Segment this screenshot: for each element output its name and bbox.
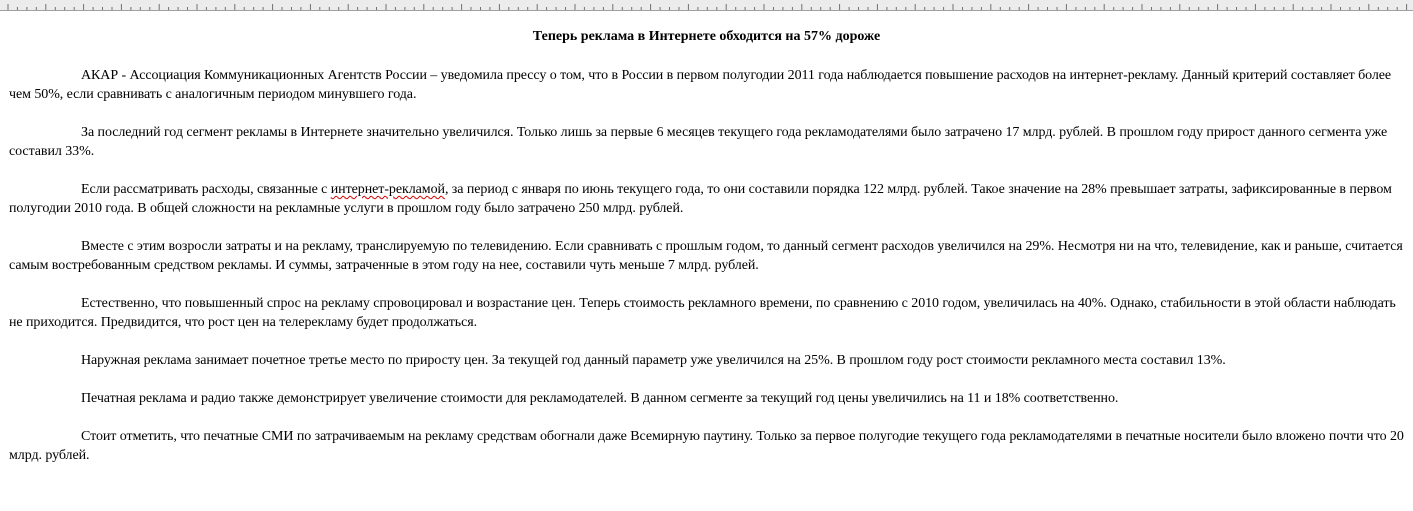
paragraph-6: [9, 351, 1407, 370]
paragraph-8: [9, 427, 1407, 465]
paragraph-1: [9, 66, 1407, 104]
paragraph-text: Естественно, что повышенный спрос на рекламу спровоцировал и возрастание цен. Теперь стоимость рекламного времени, по сравнению с 2010 годом, увеличилась на 40%. Однако, стабильности в этой области наблюдать не приходится. Предвидится, что рост цен на телерекламу будет продолжаться.: [9, 296, 1396, 330]
paragraph-text: За последний год сегмент рекламы в Интернете значительно увеличился. Только лишь за первые 6 месяцев текущего года рекламодателями было затрачено 17 млрд. рублей. В прошлом году прирост данного сегмента уже составил 33%.: [9, 125, 1388, 159]
paragraph-3: [9, 180, 1407, 218]
spellcheck-flagged-word[interactable]: интернет-рекламой: [330, 182, 445, 197]
document-title: Теперь реклама в Интернете обходится на 57% дороже: [532, 29, 881, 44]
ruler-ticks: [0, 0, 1413, 10]
paragraph-text: Печатная реклама и радио также демонстрирует увеличение стоимости для рекламодателей. В данном сегменте за текущий год цены увеличились на 11 и 18% соответственно.: [81, 391, 1119, 406]
paragraph-4: [9, 237, 1407, 275]
paragraph-text: Вместе с этим возросли затраты и на рекламу, транслируемую по телевидению. Если сравнивать с прошлым годом, то данный сегмент расходов увеличился на 29%. Несмотря ни на что, телевидение, как и раньше, считается самым востребованным средством рекламы. И суммы, затраченные в этом году на нее, составили чуть меньше 7 млрд. рублей.: [9, 239, 1403, 273]
paragraph-2: [9, 123, 1407, 161]
paragraph-text: Стоит отметить, что печатные СМИ по затрачиваемым на рекламу средствам обогнали даже Всемирную паутину. Только за первое полугодие текущего года рекламодателями в печатные носители было вложено почти что 20 млрд. рублей.: [9, 429, 1404, 463]
paragraph-7: [9, 389, 1407, 408]
paragraph-5: [9, 294, 1407, 332]
paragraph-text: , за период с января по июнь текущего года, то они составили порядка 122 млрд. рублей. Такое значение на 28% превышает затраты, зафиксированные в первом полугодии 2010 года. В общей сложности на рекламные услуги в прошлом году было затрачено 250 млрд. рублей.: [9, 182, 1392, 216]
document-page[interactable]: [0, 10, 1413, 511]
paragraph-text: АКАР - Ассоциация Коммуникационных Агентств России – уведомила прессу о том, что в России в первом полугодии 2011 года наблюдается повышение расходов на интернет-рекламу. Данный критерий составляет более чем 50%, если сравнивать с аналогичным периодом минувшего года.: [9, 68, 1392, 102]
paragraph-text: Наружная реклама занимает почетное третье место по приросту цен. За текущей год данный параметр уже увеличился на 25%. В прошлом году рост стоимости рекламного места составил 13%.: [81, 353, 1226, 368]
paragraph-text: Если рассматривать расходы, связанные с: [81, 182, 331, 197]
